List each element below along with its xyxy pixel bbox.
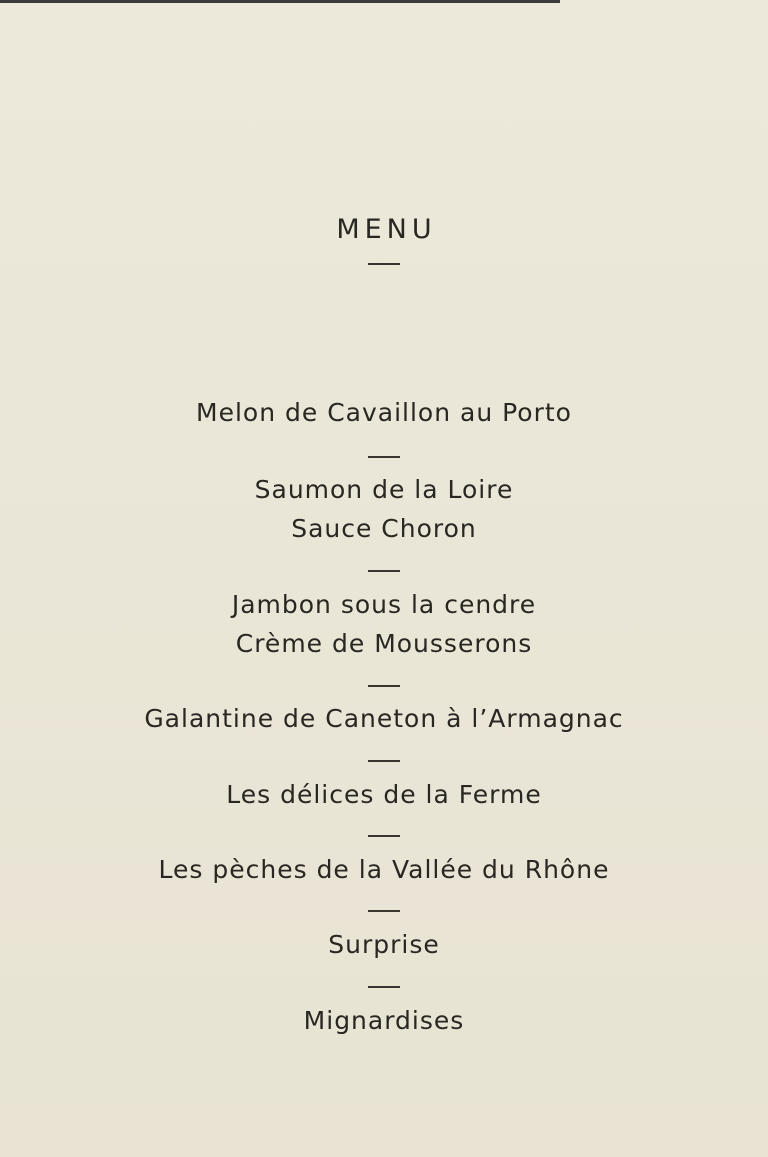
course-separator <box>368 910 400 912</box>
course-2-line-1: Saumon de la Loire <box>254 475 514 504</box>
course-7-line-1: Surprise <box>328 930 440 959</box>
course-3-line-1: Jambon sous la cendre <box>231 590 537 619</box>
course-8-line-1: Mignardises <box>303 1006 465 1035</box>
course-6-line-1: Les pèches de la Vallée du Rhône <box>158 855 610 884</box>
course-3-line-2: Crème de Mousserons <box>235 629 533 658</box>
course-1-line-1: Melon de Cavaillon au Porto <box>196 398 572 427</box>
menu-title: MENU <box>336 214 437 245</box>
course-separator <box>368 570 400 572</box>
title-separator <box>368 263 400 265</box>
course-separator <box>368 456 400 458</box>
course-4-line-1: Galantine de Caneton à l’Armagnac <box>144 704 624 733</box>
scan-edge-line <box>0 0 560 3</box>
course-5-line-1: Les délices de la Ferme <box>226 780 542 809</box>
course-separator <box>368 835 400 837</box>
course-separator <box>368 986 400 988</box>
course-separator <box>368 685 400 687</box>
course-separator <box>368 760 400 762</box>
course-2-line-2: Sauce Choron <box>291 514 477 543</box>
